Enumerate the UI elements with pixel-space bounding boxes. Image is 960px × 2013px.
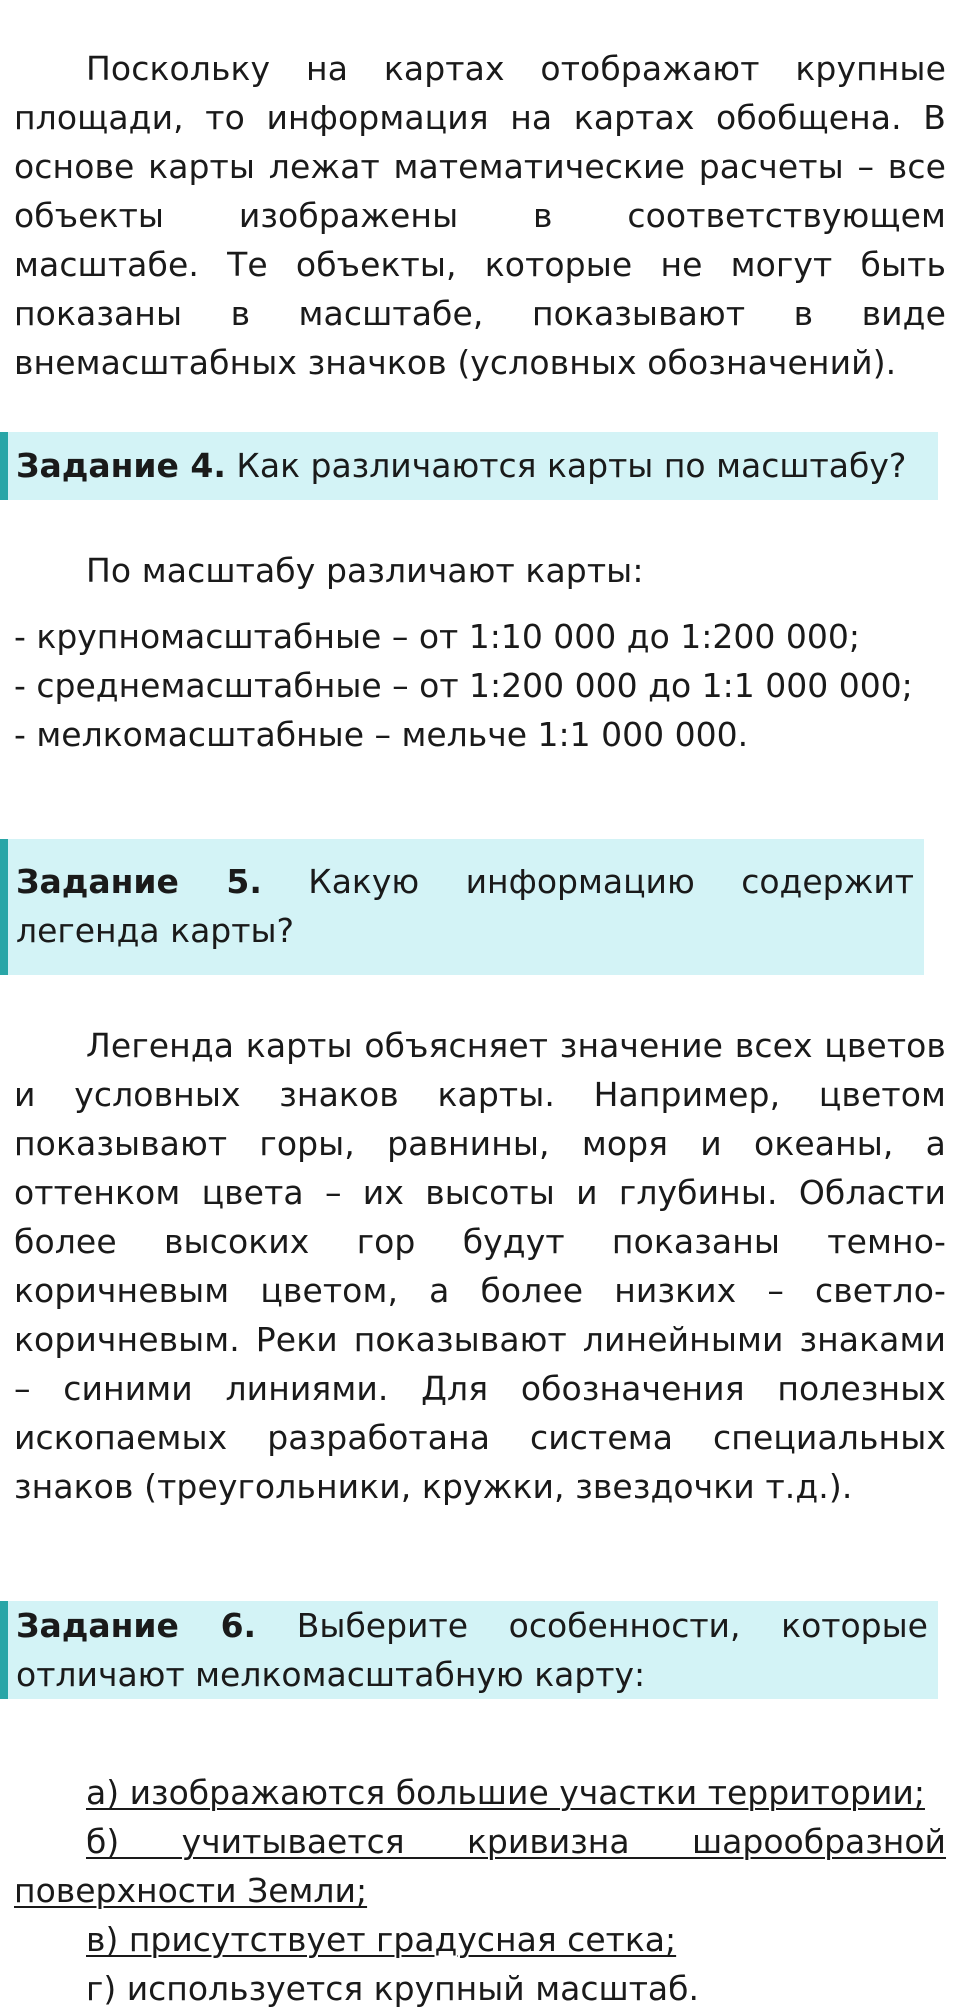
answer-6-options <box>14 1768 946 2013</box>
option-c: в) присутствует градусная сетка; <box>86 1920 677 1959</box>
scale-list <box>14 612 946 759</box>
task-4-question: Как различаются карты по масштабу? <box>225 446 907 485</box>
task-5-box <box>0 839 924 975</box>
option-a: а) изображаются большие участки территории; <box>86 1773 925 1812</box>
list-item: - крупномасштабные – от 1:10 000 до 1:200 000; <box>14 617 860 656</box>
intro-paragraph: Поскольку на картах отображают крупные площади, то информация на картах обобщена. В основе карты лежат математические расчеты – все объекты изображены в соответствующем масштабе. Те объекты, которые не могут быть показаны в масштабе, показывают в виде внемасштабных значков (условных обозначений). <box>14 49 946 382</box>
task-5-question: Какую информацию содержит легенда карты? <box>16 862 914 950</box>
task-6-box <box>0 1601 938 1699</box>
answer-5-paragraph: Легенда карты объясняет значение всех цветов и условных знаков карты. Например, цветом показывают горы, равнины, моря и океаны, а оттенком цвета – их высоты и глубины. Области более высоких гор будут показаны темно-коричневым цветом, а более низких – светло-коричневым. Реки показывают линейными знаками – синими линиями. Для обозначения полезных ископаемых разработана система специальных знаков (треугольники, кружки, звездочки т.д.). <box>14 1026 946 1506</box>
option-b: б) учитывается кривизна шарообразной поверхности Земли; <box>14 1822 946 1910</box>
task-6-question: Выберите особенности, которые отличают мелкомасштабную карту: <box>16 1606 928 1694</box>
task-6-label: Задание 6. <box>16 1606 257 1645</box>
answer-4-lead: По масштабу различают карты: <box>86 551 644 590</box>
option-d: г) используется крупный масштаб. <box>86 1969 699 2008</box>
task-5-label: Задание 5. <box>16 862 262 901</box>
list-item: - мелкомасштабные – мельче 1:1 000 000. <box>14 715 749 754</box>
task-4-label: Задание 4. <box>16 446 226 485</box>
task-4-box <box>0 432 938 500</box>
list-item: - среднемасштабные – от 1:200 000 до 1:1 000 000; <box>14 666 913 705</box>
